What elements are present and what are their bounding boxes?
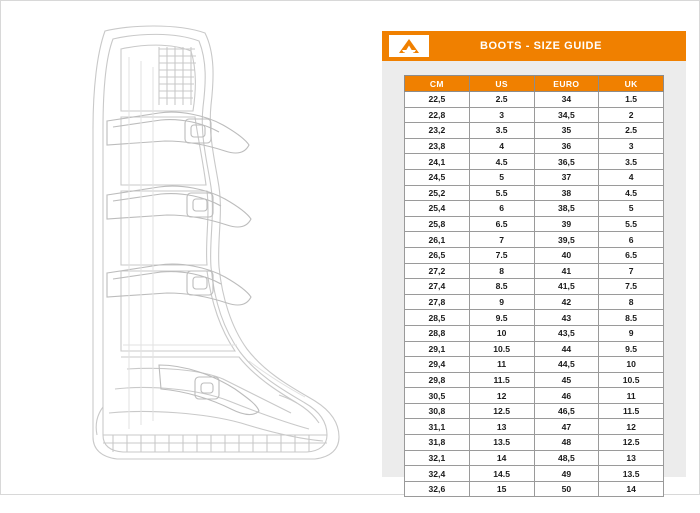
table-row (405, 107, 664, 123)
table-cell: 32,1 (405, 450, 470, 466)
table-cell: 12 (599, 419, 664, 435)
table-cell: 10 (599, 357, 664, 373)
table-cell: 34,5 (534, 107, 599, 123)
table-cell: 5.5 (599, 216, 664, 232)
table-cell: 15 (469, 481, 534, 497)
table-cell: 8.5 (469, 279, 534, 295)
table-cell: 13 (469, 419, 534, 435)
table-cell: 12.5 (599, 435, 664, 451)
table-cell: 24,1 (405, 154, 470, 170)
table-cell: 28,5 (405, 310, 470, 326)
table-cell: 27,8 (405, 294, 470, 310)
table-cell: 13.5 (469, 435, 534, 451)
table-cell: 7 (599, 263, 664, 279)
size-guide-header (382, 31, 686, 61)
table-cell: 47 (534, 419, 599, 435)
table-cell: 3.5 (599, 154, 664, 170)
size-guide-title: BOOTS - SIZE GUIDE (479, 40, 603, 52)
table-cell: 10 (469, 325, 534, 341)
table-cell: 6.5 (599, 247, 664, 263)
table-cell: 2 (599, 107, 664, 123)
table-cell: 12 (469, 388, 534, 404)
table-row (405, 123, 664, 139)
table-row (405, 92, 664, 108)
table-cell: 49 (534, 466, 599, 482)
table-cell: 14 (599, 481, 664, 497)
table-row (405, 185, 664, 201)
table-cell: 39,5 (534, 232, 599, 248)
table-cell: 39 (534, 216, 599, 232)
table-cell: 3.5 (469, 123, 534, 139)
table-cell: 36,5 (534, 154, 599, 170)
table-cell: 9.5 (469, 310, 534, 326)
table-row (405, 154, 664, 170)
table-cell: 14.5 (469, 466, 534, 482)
table-cell: 29,8 (405, 372, 470, 388)
table-cell: 48 (534, 435, 599, 451)
table-cell: 4.5 (599, 185, 664, 201)
table-cell: 11 (469, 357, 534, 373)
table-cell: 10.5 (599, 372, 664, 388)
table-cell: 11.5 (599, 403, 664, 419)
table-cell: 28,8 (405, 325, 470, 341)
table-cell: 2.5 (599, 123, 664, 139)
table-cell: 23,2 (405, 123, 470, 139)
table-cell: 13 (599, 450, 664, 466)
table-cell: 4 (599, 169, 664, 185)
table-cell: 2.5 (469, 92, 534, 108)
table-cell: 6 (469, 201, 534, 217)
column-header-euro: EURO (534, 76, 599, 92)
table-row (405, 201, 664, 217)
table-cell: 9.5 (599, 341, 664, 357)
table-cell: 24,5 (405, 169, 470, 185)
table-header-row (405, 76, 664, 92)
table-cell: 26,5 (405, 247, 470, 263)
table-row (405, 435, 664, 451)
table-cell: 45 (534, 372, 599, 388)
table-cell: 41 (534, 263, 599, 279)
table-cell: 13.5 (599, 466, 664, 482)
table-row (405, 310, 664, 326)
size-table (404, 75, 664, 497)
table-cell: 27,2 (405, 263, 470, 279)
table-cell: 23,8 (405, 138, 470, 154)
table-cell: 8 (599, 294, 664, 310)
table-cell: 32,4 (405, 466, 470, 482)
table-row (405, 263, 664, 279)
table-cell: 3 (599, 138, 664, 154)
table-cell: 11 (599, 388, 664, 404)
table-cell: 22,8 (405, 107, 470, 123)
table-cell: 46,5 (534, 403, 599, 419)
table-row (405, 216, 664, 232)
table-cell: 31,8 (405, 435, 470, 451)
table-cell: 36 (534, 138, 599, 154)
table-cell: 34 (534, 92, 599, 108)
table-cell: 9 (599, 325, 664, 341)
table-cell: 25,4 (405, 201, 470, 217)
table-cell: 5.5 (469, 185, 534, 201)
table-cell: 22,5 (405, 92, 470, 108)
size-table-wrap (382, 61, 686, 513)
table-cell: 9 (469, 294, 534, 310)
table-cell: 10.5 (469, 341, 534, 357)
table-cell: 42 (534, 294, 599, 310)
table-cell: 44 (534, 341, 599, 357)
table-cell: 30,8 (405, 403, 470, 419)
table-row (405, 341, 664, 357)
size-guide-card (382, 31, 686, 495)
table-cell: 37 (534, 169, 599, 185)
table-row (405, 357, 664, 373)
boot-line-drawing-svg (9, 9, 379, 488)
table-cell: 43,5 (534, 325, 599, 341)
table-row (405, 325, 664, 341)
table-cell: 4.5 (469, 154, 534, 170)
table-cell: 3 (469, 107, 534, 123)
table-cell: 8.5 (599, 310, 664, 326)
boot-illustration (9, 9, 379, 488)
table-cell: 50 (534, 481, 599, 497)
table-cell: 46 (534, 388, 599, 404)
alpinestars-logo-icon (382, 31, 436, 61)
table-cell: 41,5 (534, 279, 599, 295)
table-cell: 6.5 (469, 216, 534, 232)
table-cell: 29,1 (405, 341, 470, 357)
table-cell: 26,1 (405, 232, 470, 248)
table-cell: 5 (469, 169, 534, 185)
table-cell: 11.5 (469, 372, 534, 388)
table-cell: 7.5 (599, 279, 664, 295)
table-row (405, 294, 664, 310)
table-row (405, 450, 664, 466)
column-header-us: US (469, 76, 534, 92)
table-row (405, 138, 664, 154)
table-cell: 5 (599, 201, 664, 217)
table-cell: 6 (599, 232, 664, 248)
table-row (405, 247, 664, 263)
table-cell: 7.5 (469, 247, 534, 263)
table-cell: 4 (469, 138, 534, 154)
table-cell: 30,5 (405, 388, 470, 404)
table-cell: 32,6 (405, 481, 470, 497)
table-row (405, 279, 664, 295)
table-cell: 31,1 (405, 419, 470, 435)
table-cell: 27,4 (405, 279, 470, 295)
table-cell: 35 (534, 123, 599, 139)
table-cell: 40 (534, 247, 599, 263)
table-cell: 1.5 (599, 92, 664, 108)
column-header-uk: UK (599, 76, 664, 92)
table-cell: 25,2 (405, 185, 470, 201)
table-row (405, 403, 664, 419)
size-table-body (405, 92, 664, 497)
table-cell: 29,4 (405, 357, 470, 373)
table-cell: 12.5 (469, 403, 534, 419)
table-cell: 38 (534, 185, 599, 201)
table-cell: 7 (469, 232, 534, 248)
table-cell: 44,5 (534, 357, 599, 373)
table-cell: 8 (469, 263, 534, 279)
table-cell: 38,5 (534, 201, 599, 217)
table-row (405, 419, 664, 435)
table-cell: 25,8 (405, 216, 470, 232)
table-cell: 14 (469, 450, 534, 466)
table-row (405, 169, 664, 185)
column-header-cm: CM (405, 76, 470, 92)
table-row (405, 372, 664, 388)
table-row (405, 388, 664, 404)
table-cell: 43 (534, 310, 599, 326)
table-row (405, 232, 664, 248)
table-cell: 48,5 (534, 450, 599, 466)
table-row (405, 466, 664, 482)
